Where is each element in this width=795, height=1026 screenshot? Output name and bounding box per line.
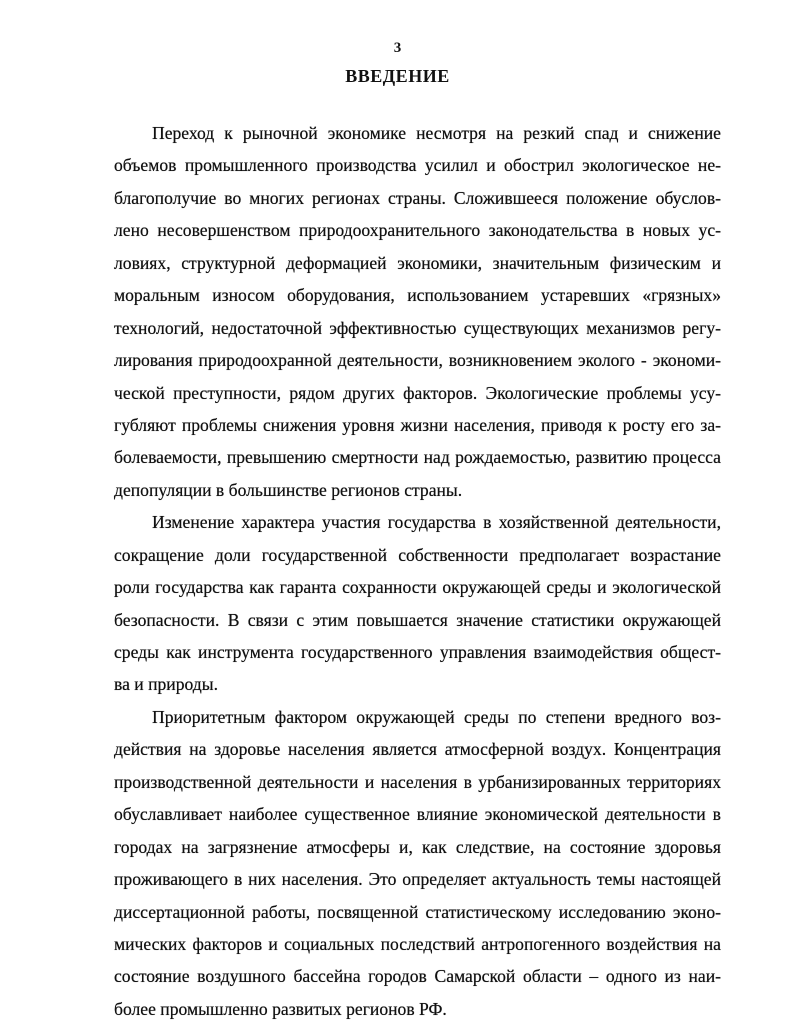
text-line: более промышленно развитых регионов РФ. — [114, 998, 447, 1019]
text-line: Переход к рыночной экономике несмотря на резкий спад и снижение — [152, 123, 721, 143]
text-line: лирования природоохранной деятельности, возникновением эколого - экономи- — [114, 350, 721, 371]
text-line: действия на здоровье населения является атмосферной воздух. Концентрация — [114, 739, 721, 760]
text-line: Приоритетным фактором окружающей среды по степени вредного воз- — [152, 706, 721, 727]
text-line: обуславливает наиболее существенное влияние экономической деятельности в — [114, 804, 721, 825]
text-line: ва и природы. — [114, 674, 218, 695]
text-line: диссертационной работы, посвященной статистическому исследованию эконо- — [114, 901, 721, 922]
text-line: мических факторов и социальных последствий антропогенного воздействия на — [114, 933, 721, 954]
text-line: ловиях, структурной деформацией экономики, значительным физическим и — [114, 252, 721, 273]
paragraph — [114, 506, 721, 701]
text-line: технологий, недостаточной эффективностью существующих механизмов регу- — [114, 317, 721, 338]
text-line: моральным износом оборудования, использованием устаревших «грязных» — [114, 285, 721, 306]
text-line: Изменение характера участия государства в хозяйственной деятельности, — [152, 512, 721, 533]
text-line: лено несовершенством природоохранительного законодательства в новых ус- — [114, 220, 721, 241]
paragraph — [114, 701, 721, 1025]
text-line: проживающего в них населения. Это определяет актуальность темы настоящей — [114, 869, 721, 890]
paragraph — [114, 117, 721, 506]
page-number: 3 — [393, 40, 402, 56]
text-line: среды как инструмента государственного управления взаимодействия общест- — [114, 642, 721, 662]
text-line: губляют проблемы снижения уровня жизни населения, приводя к росту его за- — [114, 414, 721, 435]
text-line: депопуляции в большинстве регионов страны. — [114, 479, 463, 500]
text-line: сокращение доли государственной собственности предполагает возрастание — [114, 544, 721, 565]
text-line: болеваемости, превышению смертности над рождаемостью, развитию процесса — [114, 447, 721, 468]
text-line: объемов промышленного производства усилил и обострил экологическое не- — [114, 155, 721, 176]
text-line: ческой преступности, рядом других факторов. Экологические проблемы усу- — [114, 382, 721, 403]
section-title: ВВЕДЕНИЕ — [345, 66, 450, 86]
text-line: городах на загрязнение атмосферы и, как следствие, на состояние здоровья — [114, 836, 721, 857]
text-line: безопасности. В связи с этим повышается значение статистики окружающей — [114, 609, 721, 630]
text-line: благополучие во многих регионах страны. Сложившееся положение обуслов- — [114, 187, 721, 208]
text-line: производственной деятельности и населения в урбанизированных территориях — [114, 771, 721, 792]
body-text — [114, 117, 721, 1025]
text-line: роли государства как гаранта сохранности окружающей среды и экологической — [114, 577, 721, 598]
text-line: состояние воздушного бассейна городов Самарской области – одного из наи- — [114, 966, 721, 987]
